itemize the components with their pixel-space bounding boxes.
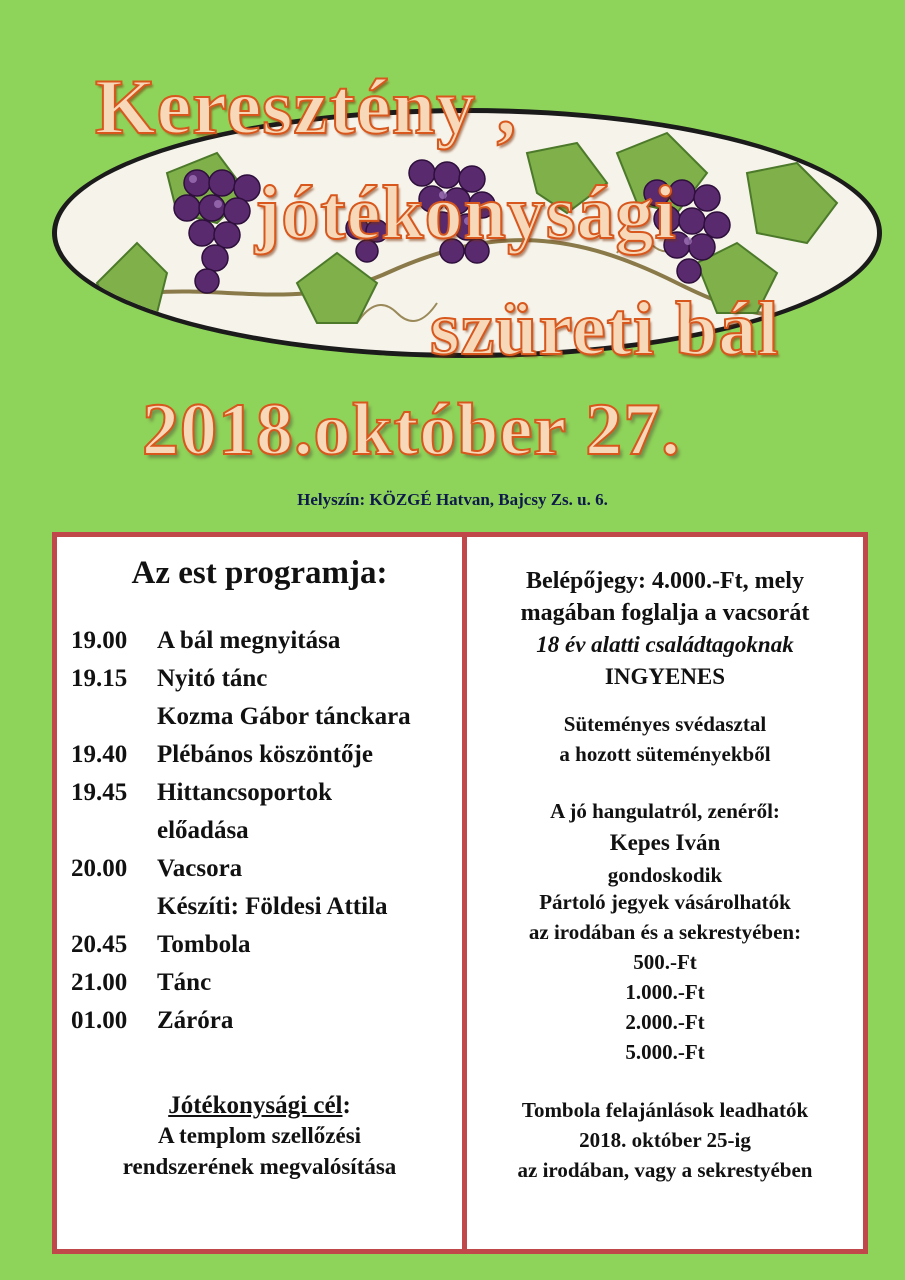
title-line-1: Keresztény , xyxy=(95,63,518,150)
goal-line-1: A templom szellőzési xyxy=(157,1123,362,1148)
music-line-2-rest: gondoskodik xyxy=(607,863,723,887)
tombola-line-1: Tombola felajánlások leadhatók xyxy=(521,1098,809,1122)
goal-heading-row xyxy=(57,1092,462,1120)
program-event: Készíti: Földesi Attila xyxy=(157,893,388,920)
goal-colon: : xyxy=(342,1092,351,1119)
program-time: 19.15 xyxy=(71,665,128,692)
program-time: 19.45 xyxy=(71,779,128,806)
info-panel xyxy=(462,532,868,1254)
goal-line-2: rendszerének megvalósítása xyxy=(122,1154,397,1179)
support-block xyxy=(467,887,863,1067)
ticket-line-3: 18 év alatti családtagoknak xyxy=(536,632,794,657)
charity-goal xyxy=(57,1092,462,1182)
venue-text: Helyszín: KÖZGÉ Hatvan, Bajcsy Zs. u. 6. xyxy=(297,490,608,509)
program-event: Tánc xyxy=(157,969,212,996)
program-event: Vacsora xyxy=(157,855,243,882)
ticket-line-4: INGYENES xyxy=(604,664,726,689)
program-event: A bál megnyitása xyxy=(157,627,341,654)
program-time: 19.40 xyxy=(71,741,128,768)
program-time: 21.00 xyxy=(71,969,128,996)
program-time: 20.00 xyxy=(71,855,128,882)
support-line-2: az irodában és a sekrestyében: xyxy=(528,920,802,944)
program-event: Plébános köszöntője xyxy=(157,741,373,768)
program-event: Záróra xyxy=(157,1007,234,1034)
music-performer: Kepes Iván xyxy=(609,830,721,855)
program-event: Hittancsoportok xyxy=(157,779,332,806)
program-item xyxy=(71,931,471,969)
program-item xyxy=(71,627,471,665)
price-item: 500.-Ft xyxy=(633,950,697,974)
title-line-2: jótékonysági xyxy=(255,171,677,255)
ticket-block xyxy=(467,565,863,693)
price-item: 2.000.-Ft xyxy=(625,1010,705,1034)
program-event: Nyitó tánc xyxy=(157,665,268,692)
program-heading: Az est programja: xyxy=(131,555,388,591)
tombola-block xyxy=(467,1095,863,1185)
price-item: 1.000.-Ft xyxy=(625,980,705,1004)
music-line-2 xyxy=(467,827,863,891)
tombola-line-3: az irodában, vagy a sekrestyében xyxy=(517,1158,813,1182)
program-item xyxy=(71,969,471,1007)
program-item xyxy=(71,779,471,817)
program-item xyxy=(71,703,471,741)
program-item xyxy=(71,665,471,703)
cake-line-1: Süteményes svédasztal xyxy=(563,712,767,736)
program-event: Kozma Gábor tánckara xyxy=(157,703,411,730)
event-date: 2018.október 27. xyxy=(142,389,681,471)
program-item xyxy=(71,855,471,893)
program-item xyxy=(71,1007,471,1045)
goal-heading: Jótékonysági cél xyxy=(168,1092,343,1119)
music-line-1: A jó hangulatról, zenéről: xyxy=(550,799,780,823)
program-time: 19.00 xyxy=(71,627,128,654)
cake-block xyxy=(467,709,863,769)
program-time: 20.45 xyxy=(71,931,128,958)
price-item: 5.000.-Ft xyxy=(625,1040,705,1064)
ticket-line-2: magában foglalja a vacsorát xyxy=(520,600,810,626)
music-block xyxy=(467,795,863,891)
ticket-line-1: Belépőjegy: 4.000.-Ft, mely xyxy=(526,568,804,594)
program-panel xyxy=(52,532,467,1254)
program-list xyxy=(71,627,471,1045)
program-item xyxy=(71,817,471,855)
program-event: Tombola xyxy=(157,931,251,958)
support-line-1: Pártoló jegyek vásárolhatók xyxy=(539,890,791,914)
program-item xyxy=(71,741,471,779)
program-time: 01.00 xyxy=(71,1007,128,1034)
program-item xyxy=(71,893,471,931)
title-line-3: szüreti bál xyxy=(430,287,780,371)
program-event: előadása xyxy=(157,817,249,844)
tombola-line-2: 2018. október 25-ig xyxy=(579,1128,751,1152)
cake-line-2: a hozott süteményekből xyxy=(559,742,771,766)
